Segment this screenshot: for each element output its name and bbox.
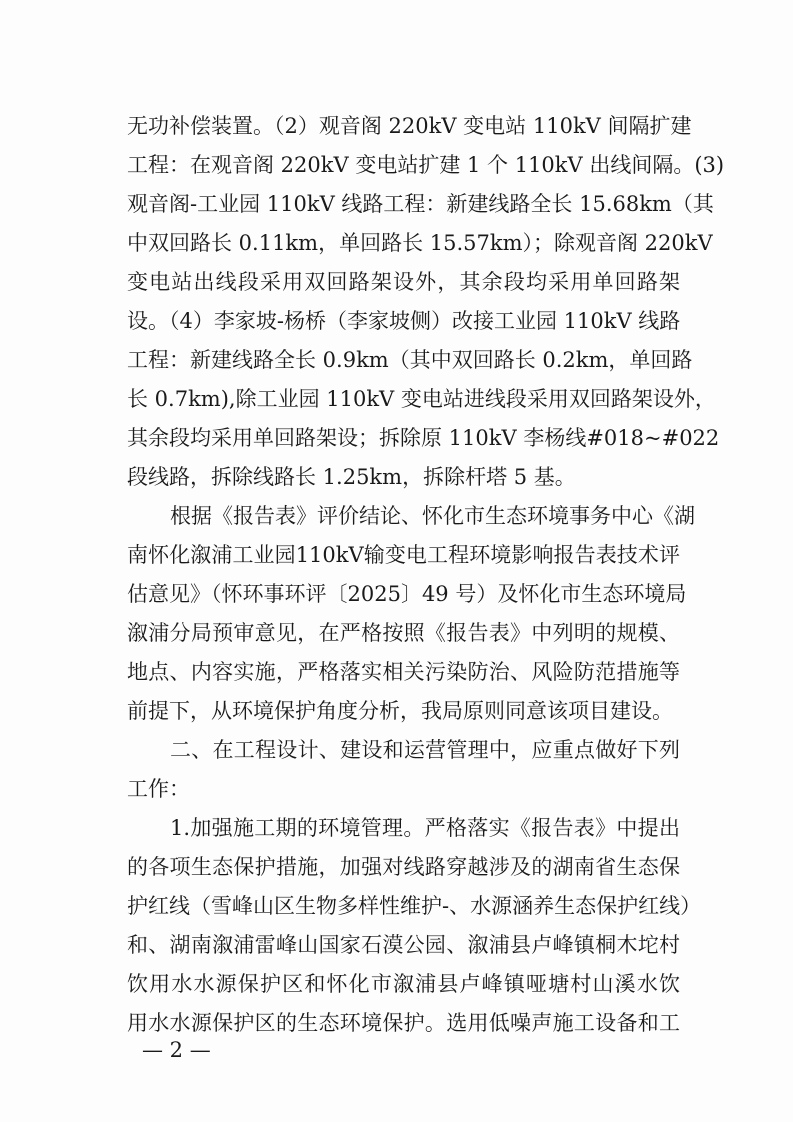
body-line-10: 段线路，拆除线路长 1.25km，拆除杆塔 5 基。 — [127, 465, 576, 489]
item-1-line-6: 用水水源保护区的生态环境保护。选用低噪声施工设备和工 — [127, 1011, 680, 1035]
section-2-heading-line-1: 二、在工程设计、建设和运营管理中，应重点做好下列 — [170, 738, 680, 762]
paragraph-2-line-2: 南怀化溆浦工业园110kV输变电工程环境影响报告表技术评 — [127, 543, 680, 567]
item-1-line-3: 护红线（雪峰山区生物多样性维护-、水源涵养生态保护红线） — [127, 894, 702, 918]
paragraph-2-line-5: 地点、内容实施，严格落实相关污染防治、风险防范措施等 — [127, 660, 680, 684]
paragraph-2-line-6: 前提下，从环境保护角度分析，我局原则同意该项目建设。 — [127, 699, 673, 723]
body-line-5: 变电站出线段采用双回路架设外，其余段均采用单回路架 — [127, 270, 680, 294]
body-line-6: 设。（4）李家坡-杨桥（李家坡侧）改接工业园 110kV 线路 — [127, 309, 681, 333]
body-line-9: 其余段均采用单回路架设；拆除原 110kV 李杨线#018~#022 — [127, 426, 720, 450]
body-line-7: 工程：新建线路全长 0.9km（其中双回路长 0.2km，单回路 — [127, 348, 693, 372]
paragraph-2-line-3: 估意见》（怀环事环评〔2025〕49 号）及怀化市生态环境局 — [127, 582, 687, 606]
body-line-4: 中双回路长 0.11km，单回路长 15.57km）；除观音阁 220kV — [127, 231, 713, 255]
body-line-1: 无功补偿装置。（2）观音阁 220kV 变电站 110kV 间隔扩建 — [127, 114, 692, 138]
body-line-8: 长 0.7km),除工业园 110kV 变电站进线段采用双回路架设外， — [127, 387, 716, 411]
paragraph-2-line-1: 根据《报告表》评价结论、怀化市生态环境事务中心《湖 — [170, 504, 695, 528]
page-number: — 2 — — [142, 1038, 211, 1062]
item-1-line-2: 的各项生态保护措施，加强对线路穿越涉及的湖南省生态保 — [127, 855, 680, 879]
item-1-line-1: 1.加强施工期的环境管理。严格落实《报告表》中提出 — [170, 816, 680, 840]
body-line-2: 工程：在观音阁 220kV 变电站扩建 1 个 110kV 出线间隔。(3) — [127, 153, 725, 177]
item-1-line-4: 和、湖南溆浦雷峰山国家石漠公园、溆浦县卢峰镇桐木坨村 — [127, 933, 680, 957]
section-2-heading-line-2: 工作： — [127, 777, 190, 801]
body-line-3: 观音阁-工业园 110kV 线路工程：新建线路全长 15.68km（其 — [127, 192, 714, 216]
paragraph-2-line-4: 溆浦分局预审意见，在严格按照《报告表》中列明的规模、 — [127, 621, 680, 645]
item-1-line-5: 饮用水水源保护区和怀化市溆浦县卢峰镇哑塘村山溪水饮 — [127, 972, 680, 996]
